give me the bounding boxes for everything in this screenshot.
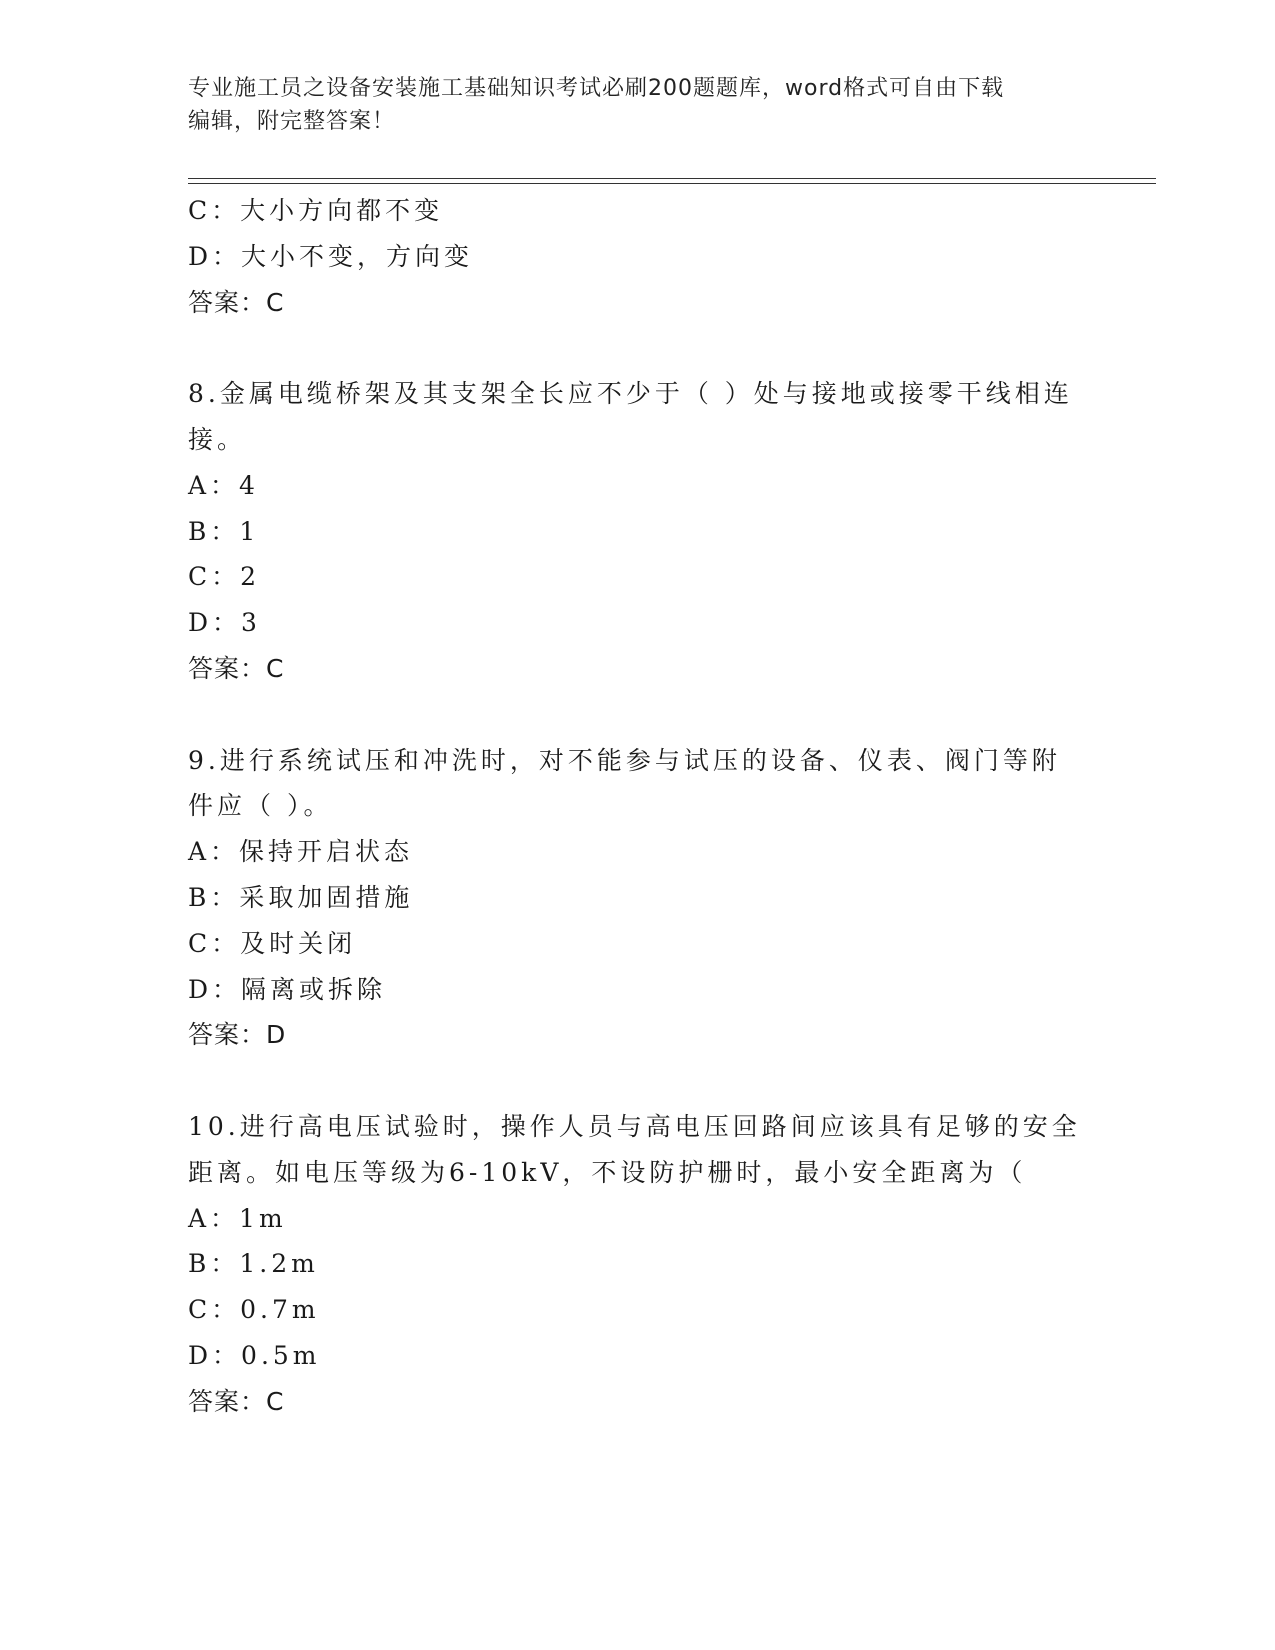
q8-stem-line-1: 8.金属电缆桥架及其支架全长应不少于（ ）处与接地或接零干线相连 [188, 379, 1073, 409]
question-8 [188, 371, 1088, 692]
q9-option-b: B：采取加固措施 [188, 882, 414, 912]
header-divider-bottom [188, 183, 1156, 184]
document-header [188, 72, 1088, 138]
question-content [188, 188, 1088, 1425]
question-7-tail [188, 188, 1088, 325]
q10-stem-line-1: 10.进行高电压试验时，操作人员与高电压回路间应该具有足够的安全 [188, 1111, 1081, 1141]
spacer [188, 692, 1088, 738]
q9-answer: 答案：D [188, 1020, 287, 1050]
spacer [188, 1058, 1088, 1104]
q7-answer: 答案：C [188, 287, 285, 317]
q10-option-d: D：0.5m [188, 1340, 321, 1370]
q8-option-c: C：2 [188, 562, 261, 592]
question-10 [188, 1104, 1088, 1425]
header-title-line-2: 编辑，附完整答案！ [188, 109, 396, 134]
q8-option-b: B：1 [188, 516, 260, 546]
q10-option-b: B：1.2m [188, 1249, 319, 1279]
q8-answer: 答案：C [188, 653, 285, 683]
q10-stem-line-2: 距离。如电压等级为6-10kV，不设防护栅时，最小安全距离为（ [188, 1157, 1027, 1187]
spacer [188, 325, 1088, 371]
q7-option-c: C：大小方向都不变 [188, 196, 444, 225]
question-9 [188, 738, 1088, 1059]
q8-stem-line-2: 接。 [188, 424, 247, 454]
q9-stem-line-1: 9.进行系统试压和冲洗时，对不能参与试压的设备、仪表、阀门等附 [188, 745, 1061, 775]
q8-option-d: D：3 [188, 608, 261, 638]
q10-answer: 答案：C [188, 1386, 285, 1416]
q9-stem-line-2: 件应（ ）。 [188, 791, 333, 821]
q10-option-a: A：1m [188, 1203, 287, 1233]
q9-option-d: D：隔离或拆除 [188, 974, 387, 1004]
header-title-line-1: 专业施工员之设备安装施工基础知识考试必刷200题题库，word格式可自由下载 [188, 76, 1005, 101]
q8-option-a: A：4 [188, 470, 259, 500]
q7-option-d: D：大小不变，方向变 [188, 241, 474, 271]
header-divider-top [188, 178, 1156, 179]
q9-option-c: C：及时关闭 [188, 928, 357, 958]
q9-option-a: A：保持开启状态 [188, 837, 414, 867]
q10-option-c: C：0.7m [188, 1295, 320, 1325]
